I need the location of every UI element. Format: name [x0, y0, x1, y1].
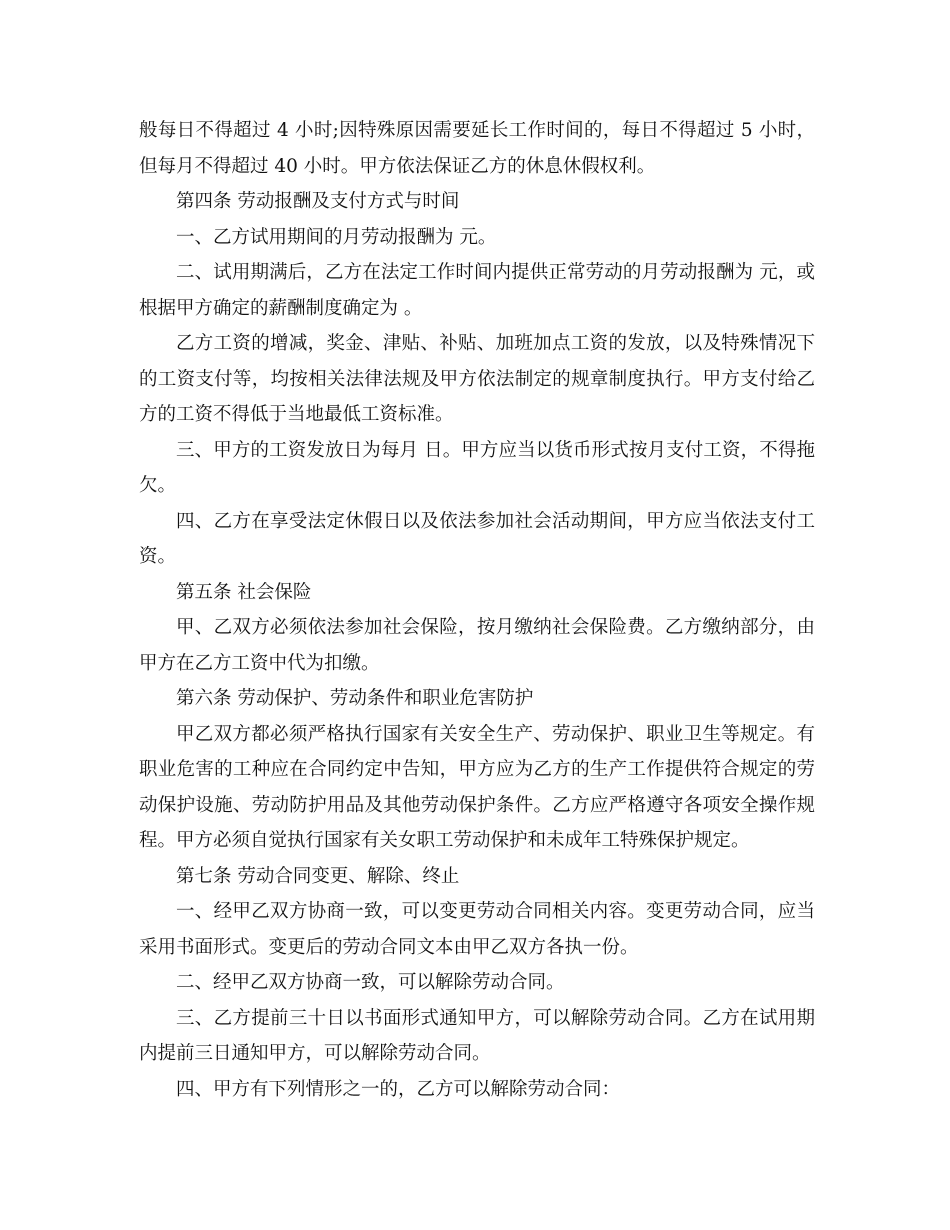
paragraph-post-probation-pay: 二、试用期满后，乙方在法定工作时间内提供正常劳动的月劳动报酬为 元，或根据甲方确定的薪酬制度确定为 。: [139, 262, 815, 319]
article-5-heading: 第五条 社会保险: [176, 581, 312, 603]
paragraph-employer-circumstances: 四、甲方有下列情形之一的，乙方可以解除劳动合同：: [176, 1078, 621, 1100]
paragraph-probation-pay: 一、乙方试用期间的月劳动报酬为 元。: [176, 226, 497, 248]
paragraph-holiday-pay: 四、乙方在享受法定休假日以及依法参加社会活动期间，甲方应当依法支付工资。: [139, 510, 815, 567]
paragraph-contract-change: 一、经甲乙双方协商一致，可以变更劳动合同相关内容。变更劳动合同，应当采用书面形式。变更后的劳动合同文本由甲乙双方各执一份。: [139, 901, 815, 958]
paragraph-wage-adjustments: 乙方工资的增减，奖金、津贴、补贴、加班加点工资的发放，以及特殊情况下的工资支付等，均按相关法律法规及甲方依法制定的规章制度执行。甲方支付给乙方的工资不得低于当地最低工资标准。: [139, 333, 815, 425]
paragraph-social-insurance: 甲、乙双方必须依法参加社会保险，按月缴纳社会保险费。乙方缴纳部分，由甲方在乙方工资中代为扣缴。: [139, 617, 815, 674]
article-7-heading: 第七条 劳动合同变更、解除、终止: [176, 865, 460, 887]
paragraph-notice-termination: 三、乙方提前三十日以书面形式通知甲方，可以解除劳动合同。乙方在试用期内提前三日通知甲方，可以解除劳动合同。: [139, 1007, 815, 1064]
contract-body: [139, 113, 815, 1107]
article-4-heading: 第四条 劳动报酬及支付方式与时间: [176, 191, 460, 212]
paragraph-labor-protection: 甲乙双方都必须严格执行国家有关安全生产、劳动保护、职业卫生等规定。有职业危害的工种应在合同约定中告知，甲方应为乙方的生产工作提供符合规定的劳动保护设施、劳动防护用品及其他劳动保护条件。乙方应严格遵守各项安全操作规程。甲方必须自觉执行国家有关女职工劳动保护和未成年工特殊保护规定。: [139, 723, 815, 851]
paragraph-mutual-termination: 二、经甲乙双方协商一致，可以解除劳动合同。: [176, 972, 565, 993]
article-6-heading: 第六条 劳动保护、劳动条件和职业危害防护: [176, 688, 534, 709]
paragraph-payday: 三、甲方的工资发放日为每月 日。甲方应当以货币形式按月支付工资，不得拖欠。: [139, 439, 815, 496]
paragraph-work-hours-continued: 般每日不得超过 4 小时;因特殊原因需要延长工作时间的，每日不得超过 5 小时，但每月不得超过 40 小时。甲方依法保证乙方的休息休假权利。: [139, 120, 815, 177]
